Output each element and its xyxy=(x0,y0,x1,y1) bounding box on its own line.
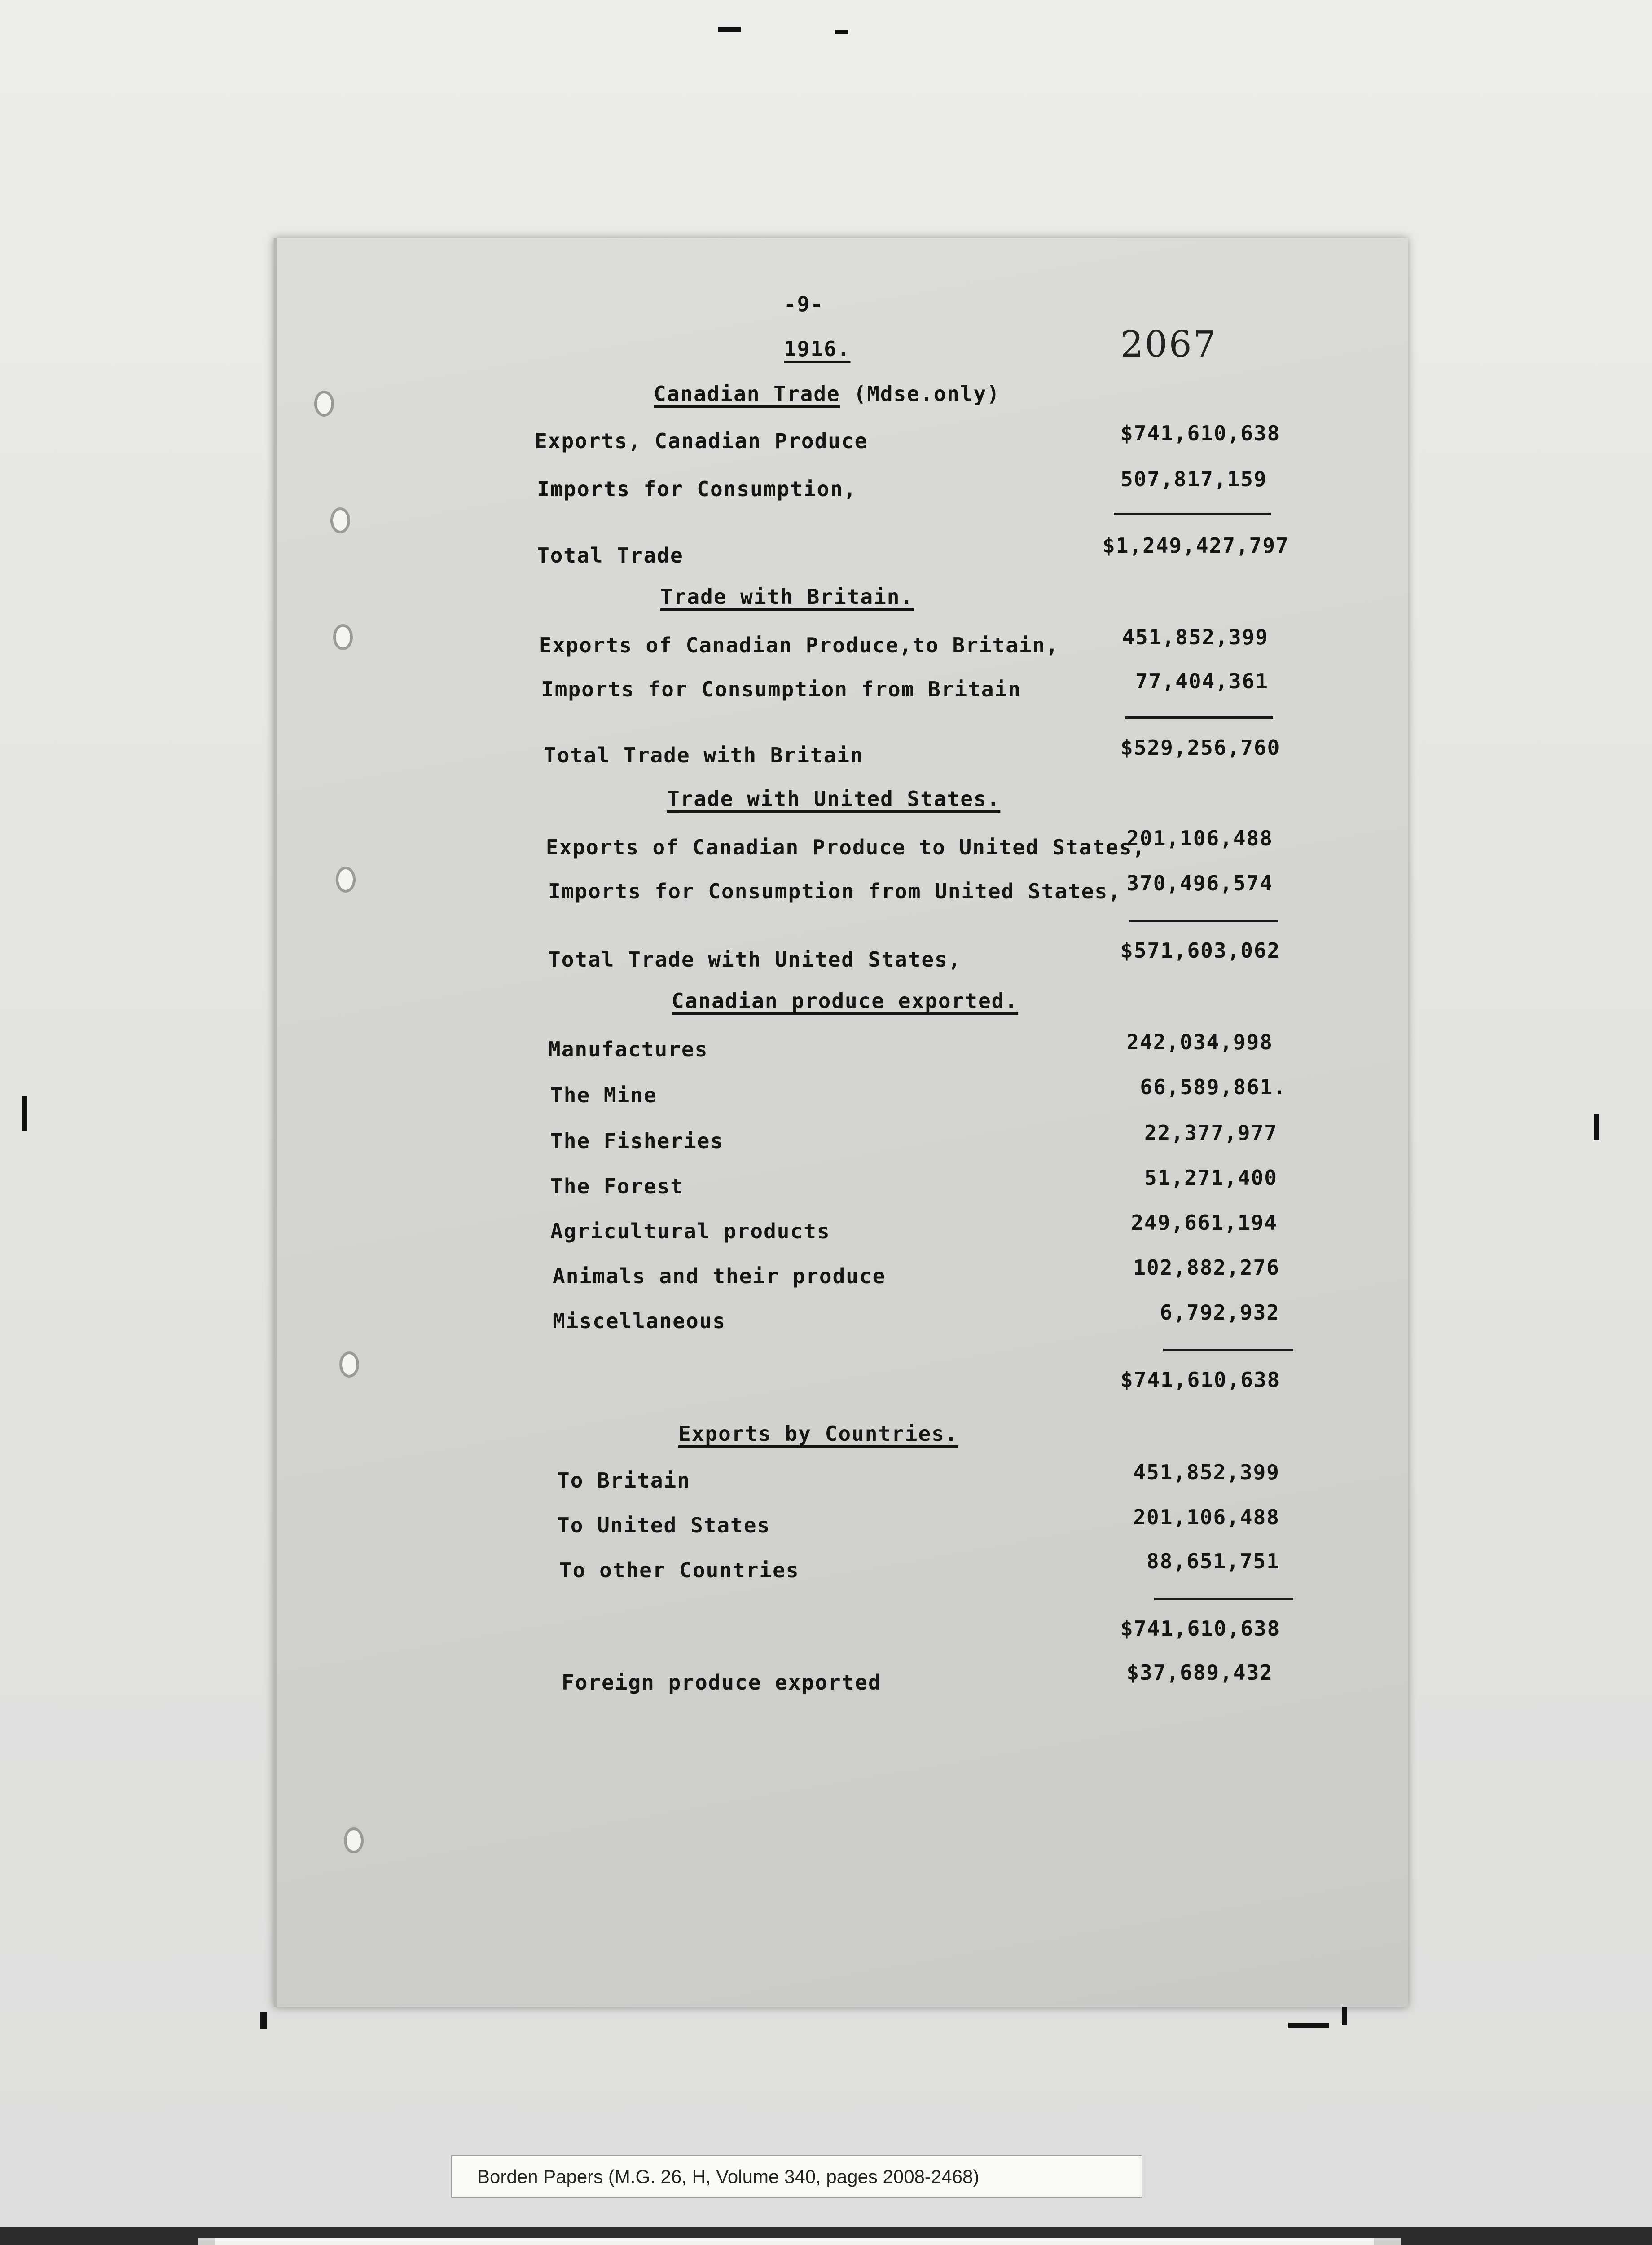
foreign-label: Foreign produce exported xyxy=(562,1670,882,1695)
typewritten-sheet xyxy=(274,238,1408,2007)
total-label: Total Trade with Britain xyxy=(544,743,864,767)
total-amount: $741,610,638 xyxy=(1120,1616,1281,1641)
countries-heading: Exports by Countries. xyxy=(678,1422,958,1446)
row-label: Miscellaneous xyxy=(553,1309,726,1333)
sum-rule xyxy=(1129,920,1278,922)
row-amount: 51,271,400 xyxy=(1144,1166,1278,1190)
punch-hole xyxy=(344,1827,364,1853)
row-amount: 451,852,399 xyxy=(1133,1460,1280,1484)
row-amount: 242,034,998 xyxy=(1126,1030,1273,1054)
row-label: To other Countries xyxy=(559,1558,800,1582)
produce-heading: Canadian produce exported. xyxy=(672,989,1019,1013)
row-amount: 77,404,361 xyxy=(1135,669,1269,693)
row-label: Agricultural products xyxy=(550,1219,830,1243)
total-amount: $571,603,062 xyxy=(1120,938,1281,963)
row-amount: 102,882,276 xyxy=(1133,1255,1280,1280)
year-heading: 1916. xyxy=(784,337,851,361)
row-amount: 370,496,574 xyxy=(1126,871,1273,895)
punch-hole xyxy=(330,507,350,533)
sum-rule xyxy=(1114,513,1271,515)
row-amount: 201,106,488 xyxy=(1126,826,1273,850)
row-amount: 451,852,399 xyxy=(1122,625,1269,649)
film-mark xyxy=(1594,1114,1599,1140)
sum-rule xyxy=(1163,1349,1293,1351)
row-label: Imports for Consumption from Britain xyxy=(541,677,1021,701)
row-amount: 6,792,932 xyxy=(1160,1300,1280,1325)
sum-rule xyxy=(1154,1598,1293,1600)
film-mark xyxy=(1288,2023,1329,2028)
canadian-trade-qualifier: (Mdse.only) xyxy=(853,382,1001,406)
row-label: Imports for Consumption from United States, xyxy=(548,879,1121,903)
canadian-trade-heading: Canadian Trade xyxy=(654,382,840,406)
row-label: Exports of Canadian Produce,to Britain, xyxy=(539,633,1059,657)
punch-hole xyxy=(339,1351,359,1378)
sum-rule xyxy=(1125,716,1273,719)
row-label: To Britain xyxy=(557,1468,690,1492)
film-mark xyxy=(260,2012,267,2029)
row-amount: 66,589,861. xyxy=(1140,1075,1287,1099)
row-label: Manufactures xyxy=(548,1037,708,1061)
row-label: Exports, Canadian Produce xyxy=(535,429,868,453)
citation-slip: Borden Papers (M.G. 26, H, Volume 340, pages 2008-2468) xyxy=(451,2155,1142,2198)
row-label: Exports of Canadian Produce to United States, xyxy=(546,835,1146,859)
row-amount: 88,651,751 xyxy=(1147,1549,1280,1573)
united-states-heading: Trade with United States. xyxy=(667,787,1001,811)
total-label: Total Trade with United States, xyxy=(548,947,962,972)
punch-hole xyxy=(314,391,334,417)
britain-heading: Trade with Britain. xyxy=(660,585,914,609)
page-number: -9- xyxy=(784,292,824,316)
folio-number: 2067 xyxy=(1120,323,1217,365)
total-amount: $529,256,760 xyxy=(1120,735,1281,760)
punch-hole xyxy=(333,624,353,650)
row-label: The Mine xyxy=(550,1083,657,1107)
row-label: The Forest xyxy=(550,1174,684,1198)
foreign-amount: $37,689,432 xyxy=(1126,1660,1273,1685)
film-mark xyxy=(835,30,848,34)
row-label: Imports for Consumption, xyxy=(537,477,857,501)
row-amount: 22,377,977 xyxy=(1144,1121,1278,1145)
total-amount: $1,249,427,797 xyxy=(1103,533,1289,558)
total-label: Total Trade xyxy=(537,543,684,568)
total-amount: $741,610,638 xyxy=(1120,1368,1281,1392)
film-mark xyxy=(22,1096,27,1131)
row-label: Animals and their produce xyxy=(553,1264,886,1288)
row-amount: 201,106,488 xyxy=(1133,1505,1280,1529)
row-label: The Fisheries xyxy=(550,1129,724,1153)
row-amount: $741,610,638 xyxy=(1120,421,1281,445)
row-label: To United States xyxy=(557,1513,771,1537)
archive-label xyxy=(198,2238,1401,2245)
section-heading xyxy=(654,382,1000,406)
row-amount: 507,817,159 xyxy=(1120,467,1267,491)
punch-hole xyxy=(336,867,356,893)
film-mark xyxy=(718,27,741,32)
row-amount: 249,661,194 xyxy=(1131,1211,1278,1235)
